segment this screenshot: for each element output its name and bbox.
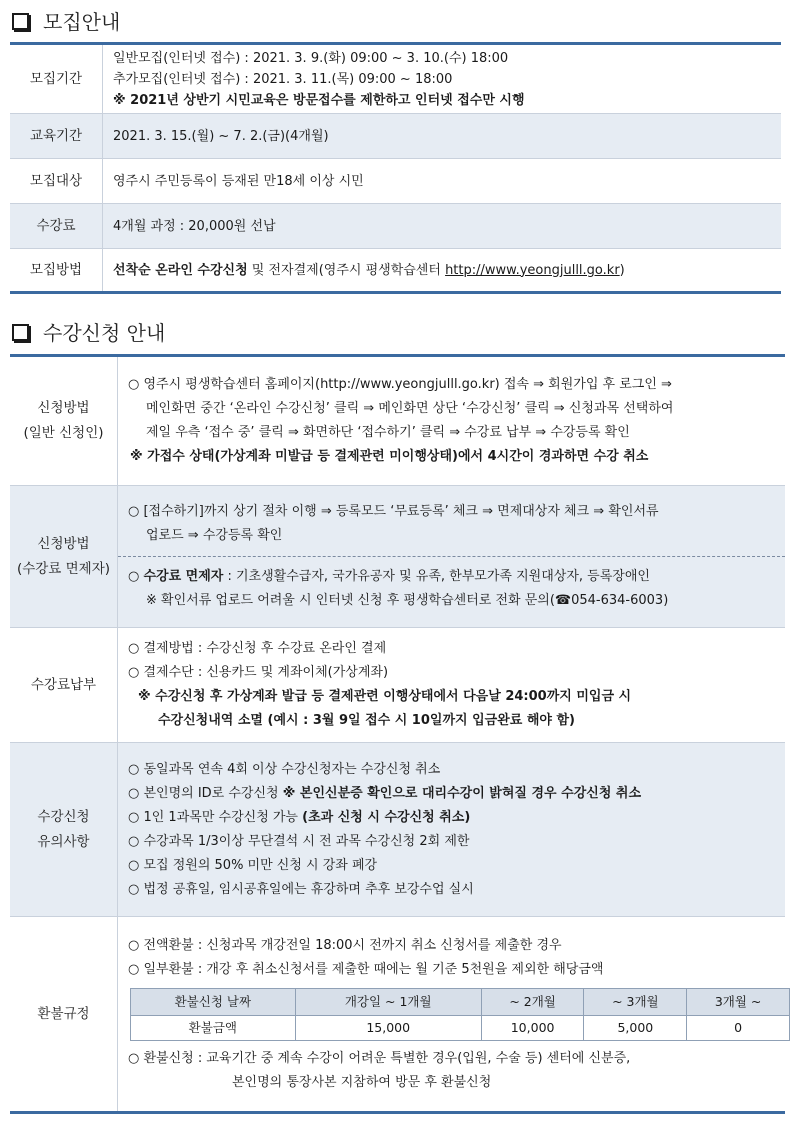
header-cell: 3개월 ~ [687,988,790,1015]
note-line: ※ 가접수 상태(가상계좌 미발급 등 결제관련 미이행상태)에서 4시간이 경과하면 수강 취소 [130,449,649,464]
text-line: ○ 결제방법 : 수강신청 후 수강료 온라인 결제 [128,641,387,656]
row-value [118,743,786,917]
text-line: 본인명의 통장사본 지참하여 방문 후 환불신청 [232,1074,492,1090]
row-value: 2021. 3. 15.(월) ~ 7. 2.(금)(4개월) [103,114,782,159]
row-label: 수강료납부 [10,628,118,743]
table-row [10,486,785,628]
text-line: 제일 우측 ‘접수 중’ 클릭 ⇒ 화면하단 ‘접수하기’ 클릭 ⇒ 수강료 납부 ⇒ 수강등록 확인 [146,425,630,440]
header-cell: 개강일 ~ 1개월 [295,988,481,1015]
text-line: ○ 환불신청 : 교육기간 중 계속 수강이 어려운 특별한 경우(입원, 수술 등) 센터에 신분증, [128,1050,631,1066]
label-line: 신청방법 [37,535,90,552]
row-label [10,356,118,486]
bold-text: 선착순 온라인 수강신청 [113,262,248,278]
text-line: ○ 영주시 평생학습센터 홈페이지(http://www.yeongjulll.go.kr) 접속 ⇒ 회원가입 후 로그인 ⇒ [128,377,672,392]
header-cell: ~ 3개월 [584,988,687,1015]
text-line: ○ 모집 정원의 50% 미만 신청 시 강좌 폐강 [128,857,378,873]
row-value: 영주시 주민등록이 등재된 만18세 이상 시민 [103,159,782,204]
dashed-divider [118,556,785,557]
table-cell: 10,000 [481,1015,584,1040]
row-label: 환불규정 [10,917,118,1113]
table-row [10,44,781,114]
text-span: ○ 1인 1과목만 수강신청 가능 [128,809,303,825]
refund-header-row [131,988,790,1015]
text-line: 추가모집(인터넷 접수) : 2021. 3. 11.(목) 09:00 ~ 18:00 [113,71,453,87]
table-row [10,204,781,249]
text-line: ○ [접수하기]까지 상기 절차 이행 ⇒ 등록모드 ‘무료등록’ 체크 ⇒ 면제대상자 체크 ⇒ 확인서류 [128,504,659,519]
section-heading-recruit [12,6,120,35]
row-label [10,743,118,917]
table-row [10,249,781,293]
checkbox-bullet-icon [12,13,29,30]
table-row [10,917,785,1113]
text-line: 일반모집(인터넷 접수) : 2021. 3. 9.(화) 09:00 ~ 3. 10.(수) 18:00 [113,50,509,66]
header-cell: 환불신청 날짜 [131,988,296,1015]
checkbox-bullet-icon [12,324,29,341]
section-title: 모집안내 [43,10,121,34]
table-row [10,628,785,743]
text-line: 업로드 ⇒ 수강등록 확인 [146,528,283,543]
text-line: ○ 일부환불 : 개강 후 취소신청서를 제출한 때에는 월 기준 5천원을 제외한 해당금액 [128,961,604,977]
label-line: 유의사항 [37,833,90,850]
table-row [10,114,781,159]
header-cell: ~ 2개월 [481,988,584,1015]
label-line: 수강신청 [37,808,90,825]
table-cell: 0 [687,1015,790,1040]
row-value [103,249,782,293]
row-value [103,44,782,114]
row-label: 모집대상 [10,159,103,204]
bold-text: ※ 본인신분증 확인으로 대리수강이 밝혀질 경우 수강신청 취소 [282,785,642,801]
row-value [118,486,786,628]
text-line: 메인화면 중간 ‘온라인 수강신청’ 클릭 ⇒ 메인화면 상단 ‘수강신청’ 클릭 ⇒ 신청과목 선택하여 [146,401,674,416]
table-row [10,356,785,486]
row-value [118,917,786,1113]
table-row [10,743,785,917]
row-label: 교육기간 [10,114,103,159]
text-span: : 기초생활수급자, 국가유공자 및 유족, 한부모가족 지원대상자, 등록장애인 [223,569,650,584]
label-line: 신청방법 [37,400,90,416]
website-link[interactable]: http://www.yeongjulll.go.kr [445,262,620,278]
row-value [118,628,786,743]
table-cell: 15,000 [295,1015,481,1040]
text-line: ○ 수강과목 1/3이상 무단결석 시 전 과목 수강신청 2회 제한 [128,833,470,849]
recruit-info-table [10,42,781,294]
label-line: (일반 신청인) [23,425,104,441]
row-label: 모집기간 [10,44,103,114]
table-cell: 5,000 [584,1015,687,1040]
text-span: ) [619,262,625,278]
section-title: 수강신청 안내 [43,321,166,345]
text-line: ○ 동일과목 연속 4회 이상 수강신청자는 수강신청 취소 [128,761,441,777]
text-line [128,782,785,806]
note-line: ※ 수강신청 후 가상계좌 발급 등 결제관련 이행상태에서 다음날 24:00까지 미입금 시 [138,689,632,704]
refund-table [130,988,790,1041]
row-label: 모집방법 [10,249,103,293]
text-line: ○ 법정 공휴일, 임시공휴일에는 휴강하며 추후 보강수업 실시 [128,881,474,897]
bullet: ○ [128,569,144,584]
text-span: 및 전자결제(영주시 평생학습센터 [247,262,446,278]
text-line [128,565,785,589]
row-value: 4개월 과정 : 20,000원 선납 [103,204,782,249]
refund-value-row [131,1015,790,1040]
table-row [10,159,781,204]
note-line: ※ 2021년 상반기 시민교육은 방문접수를 제한하고 인터넷 접수만 시행 [113,92,525,108]
label-line: (수강료 면제자) [16,560,111,577]
row-label [10,486,118,628]
bold-text: 수강료 면제자 [143,569,224,584]
bold-text: (초과 신청 시 수강신청 취소) [302,809,471,825]
row-value [118,356,786,486]
table-cell: 환불금액 [131,1015,296,1040]
text-line: ○ 전액환불 : 신청과목 개강전일 18:00시 전까지 취소 신청서를 제출한 경우 [128,937,562,953]
note-line: 수강신청내역 소멸 (예시 : 3월 9일 접수 시 10일까지 입금완료 해야 함) [158,713,575,728]
enroll-guide-table [10,354,785,1114]
note-line: ※ 확인서류 업로드 어려울 시 인터넷 신청 후 평생학습센터로 전화 문의(☎054-634-6003) [146,593,669,608]
text-line [128,806,785,830]
text-span: ○ 본인명의 ID로 수강신청 [128,785,283,801]
text-line: ○ 결제수단 : 신용카드 및 계좌이체(가상계좌) [128,665,389,680]
row-label: 수강료 [10,204,103,249]
section-heading-enroll [12,317,165,346]
